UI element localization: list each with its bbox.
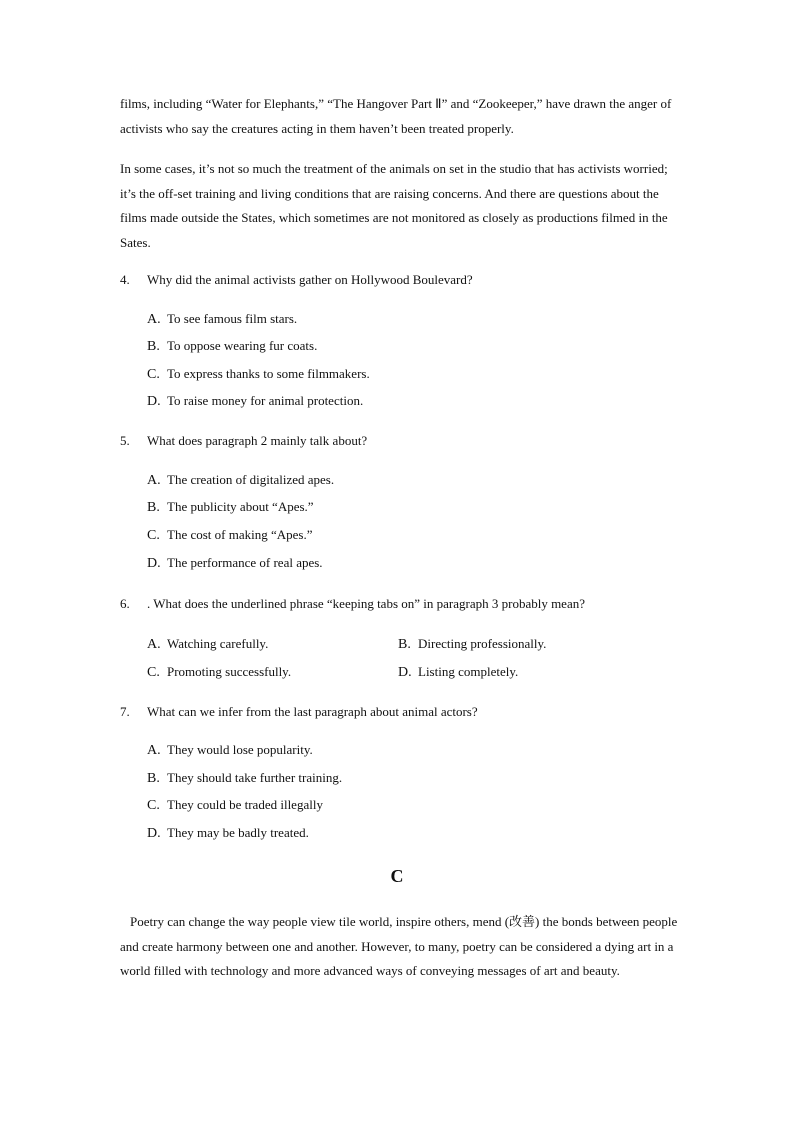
option-text: They should take further training. [167, 770, 343, 785]
option-text: Watching carefully. [167, 636, 269, 651]
option-d[interactable] [147, 555, 323, 572]
passage-b-paragraph: films, including “Water for Elephants,” “The Hangover Part Ⅱ” and “Zookeeper,” have drawn the anger of activists who say the creatures acting in them haven’t been treated properly. [120, 96, 672, 136]
option-c[interactable] [147, 527, 312, 544]
option-text: To express thanks to some filmmakers. [167, 366, 370, 381]
question-text: What does paragraph 2 mainly talk about? [147, 433, 368, 448]
option-letter: B. [398, 637, 411, 652]
option-text: Listing completely. [418, 664, 519, 679]
question-number: 5. [120, 433, 130, 448]
option-b[interactable] [147, 338, 317, 355]
option-text: They would lose popularity. [167, 742, 313, 757]
passage-b-paragraph: In some cases, it’s not so much the treatment of the animals on set in the studio that has activists worried; it’s the off-set training and living conditions that are raising concerns. And there are questions about the films made outside the States, which sometimes are not monitored as closely as productions filmed in the Sates. [120, 161, 668, 250]
option-letter: B. [147, 339, 160, 354]
option-letter: B. [147, 771, 160, 786]
option-text: To oppose wearing fur coats. [167, 338, 318, 353]
option-letter: C. [147, 798, 160, 813]
option-letter: A. [147, 743, 161, 758]
option-text: Promoting successfully. [167, 664, 292, 679]
option-letter: C. [147, 367, 160, 382]
option-text: Directing professionally. [418, 636, 547, 651]
option-a[interactable] [147, 636, 268, 653]
question-number: 6. [120, 596, 130, 611]
option-letter: D. [147, 394, 161, 409]
option-b[interactable] [147, 770, 342, 787]
question-number: 4. [120, 272, 130, 287]
option-text: The performance of real apes. [167, 555, 323, 570]
option-c[interactable] [147, 366, 370, 383]
option-letter: D. [147, 826, 161, 841]
option-text: They could be traded illegally [167, 797, 323, 812]
question-text: What can we infer from the last paragraph about animal actors? [147, 704, 478, 719]
option-a[interactable] [147, 742, 313, 759]
option-text: To see famous film stars. [167, 311, 298, 326]
option-letter: B. [147, 500, 160, 515]
option-letter: A. [147, 637, 161, 652]
option-text: The creation of digitalized apes. [167, 472, 335, 487]
option-text: They may be badly treated. [167, 825, 309, 840]
option-letter: D. [398, 665, 412, 680]
section-title: C [390, 866, 404, 886]
option-d[interactable] [147, 393, 363, 410]
option-b[interactable] [147, 499, 314, 516]
section-c-paragraph: Poetry can change the way people view tile world, inspire others, mend (改善) the bonds between people and create harmony between one and another. However, to many, poetry can be considered a dying art in a world filled with technology and more advanced ways of conveying messages of art and beauty. [120, 914, 678, 978]
option-letter: A. [147, 312, 161, 327]
option-text: The cost of making “Apes.” [167, 527, 313, 542]
option-d[interactable] [147, 825, 309, 842]
option-letter: A. [147, 473, 161, 488]
question-text: Why did the animal activists gather on Hollywood Boulevard? [147, 272, 473, 287]
option-a[interactable] [147, 472, 334, 489]
option-text: The publicity about “Apes.” [167, 499, 314, 514]
option-text: To raise money for animal protection. [167, 393, 364, 408]
option-letter: D. [147, 556, 161, 571]
question-text: . What does the underlined phrase “keeping tabs on” in paragraph 3 probably mean? [147, 596, 585, 611]
option-c[interactable] [147, 664, 291, 681]
question-number: 7. [120, 704, 130, 719]
option-letter: C. [147, 528, 160, 543]
option-c[interactable] [147, 797, 323, 814]
option-b[interactable] [398, 636, 546, 653]
option-a[interactable] [147, 311, 297, 328]
option-d[interactable] [398, 664, 518, 681]
option-letter: C. [147, 665, 160, 680]
